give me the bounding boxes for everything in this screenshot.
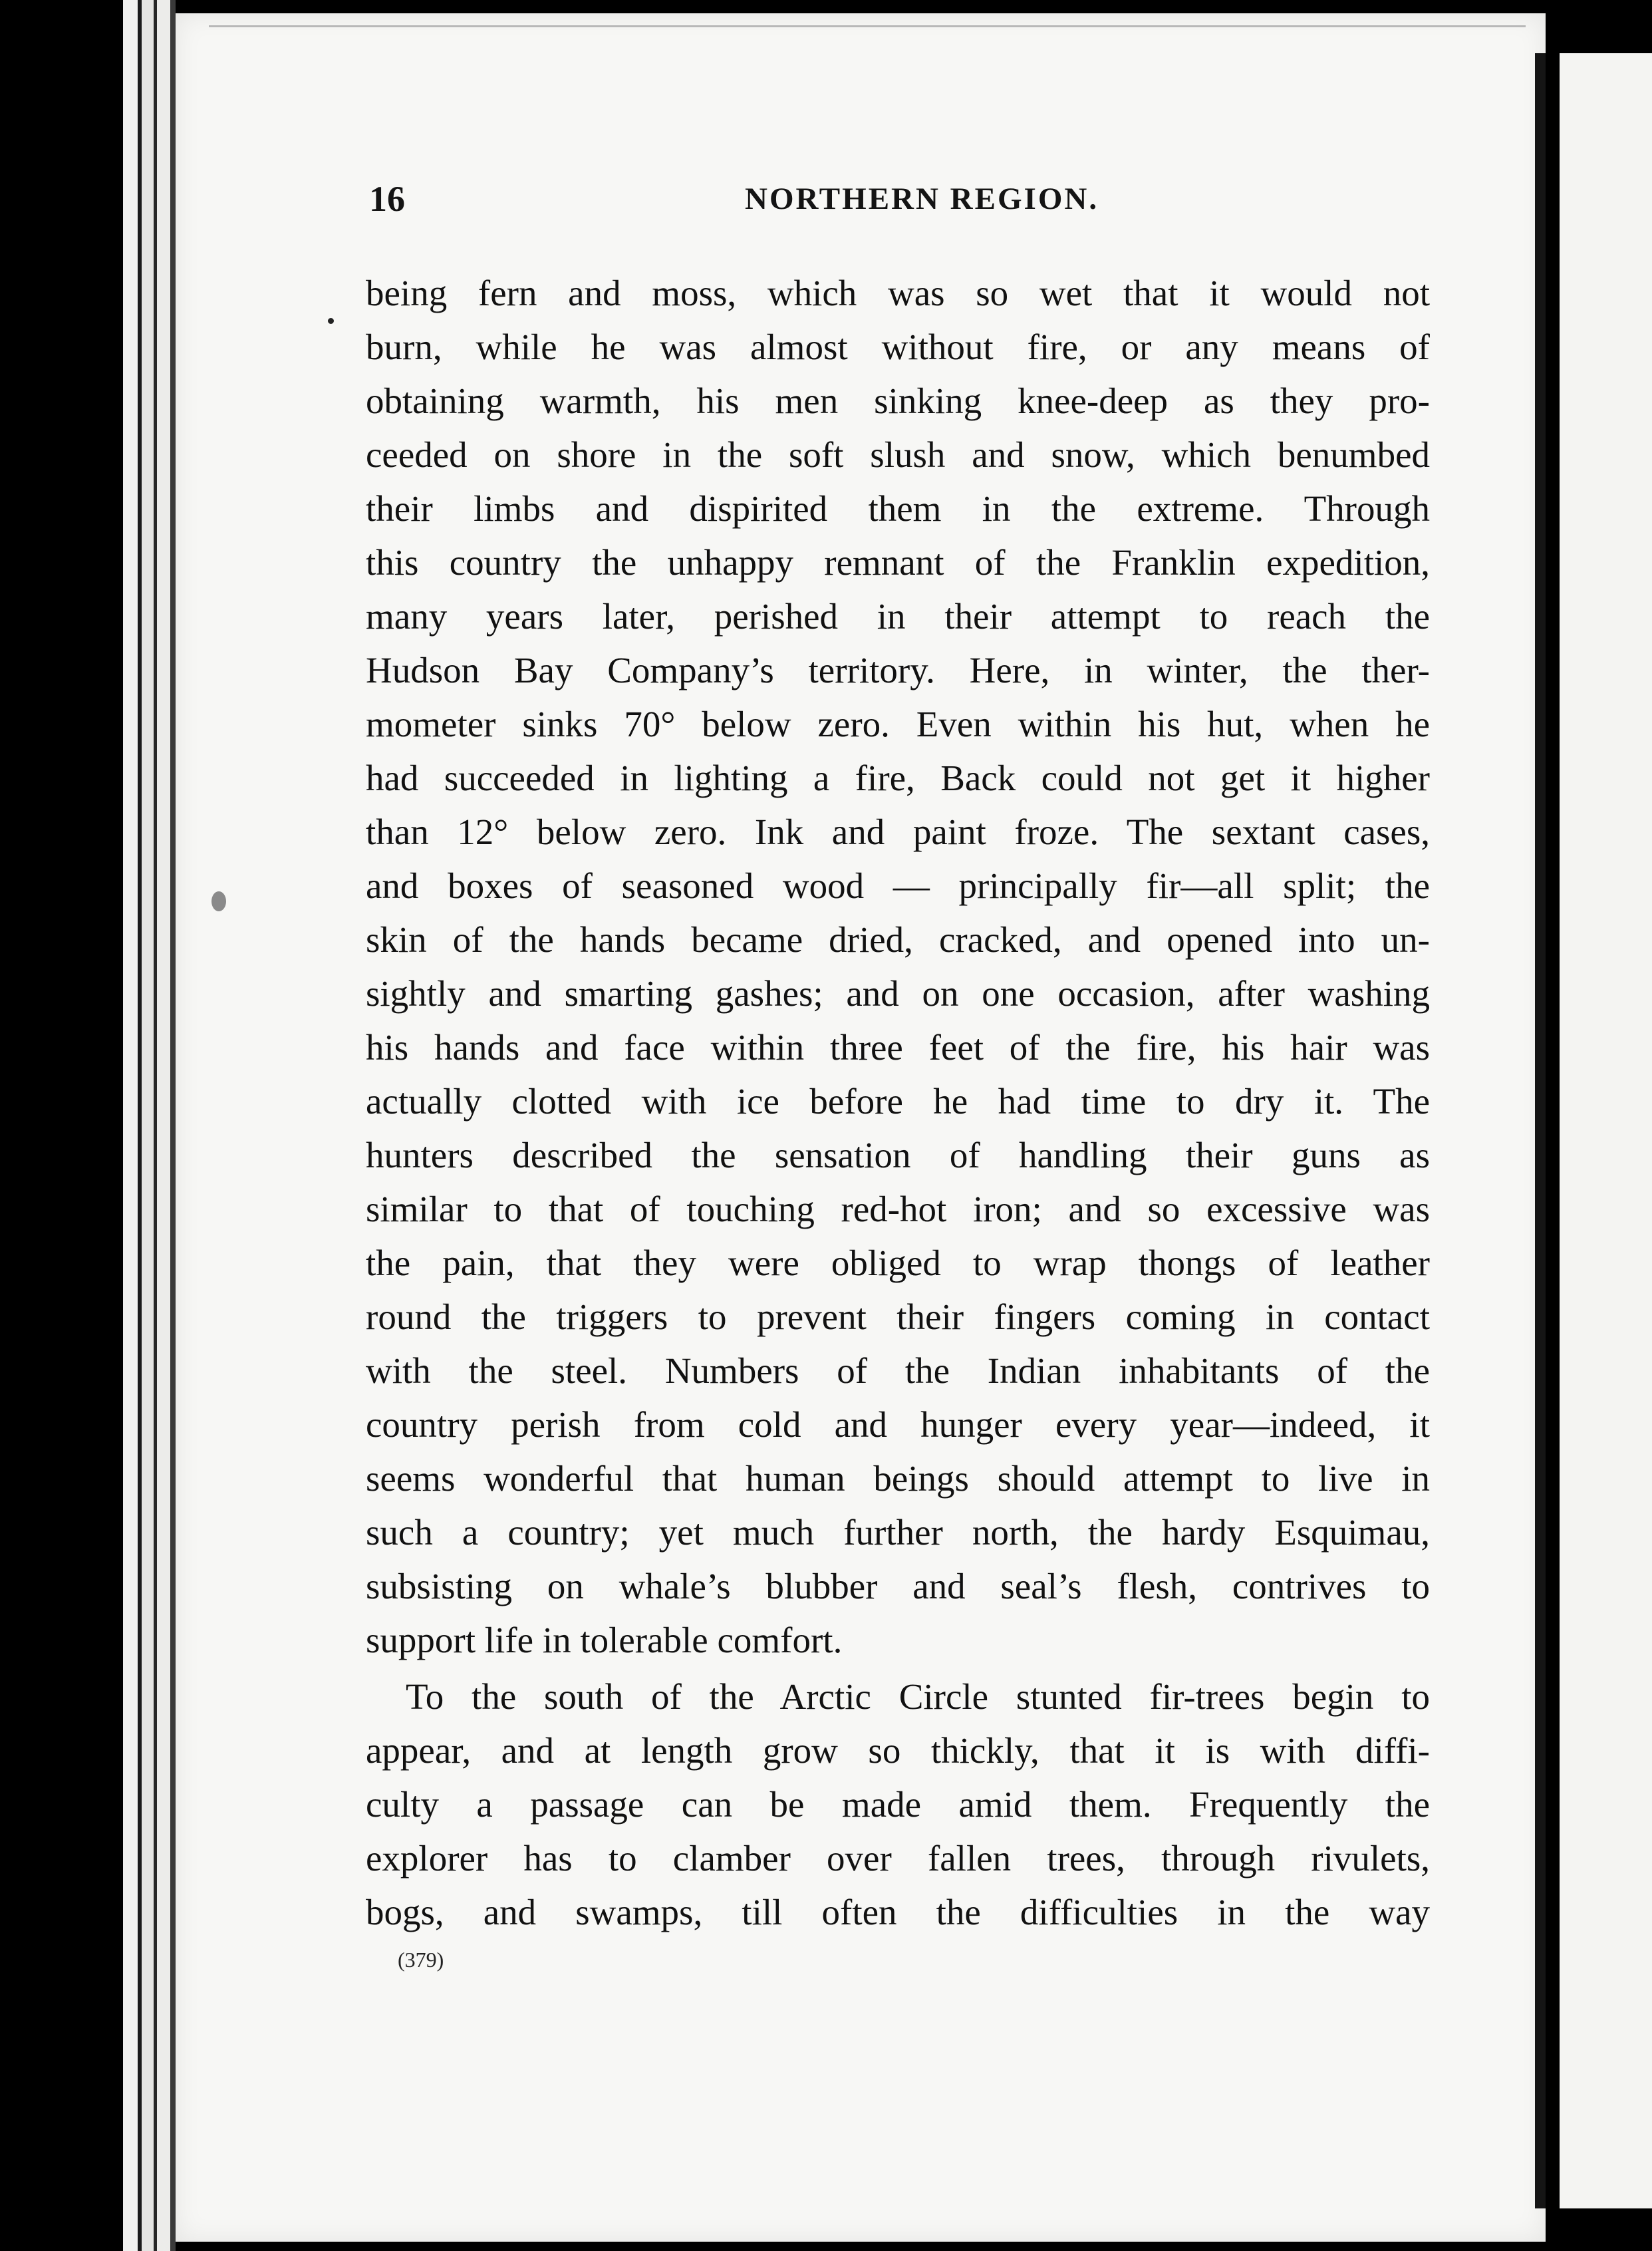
text-line: round the triggers to prevent their fingers coming in contact [366, 1296, 1430, 1337]
text-line: hunters described the sensation of handling their guns as [366, 1135, 1430, 1175]
body-text [366, 266, 1430, 1939]
page-header [369, 178, 1433, 231]
page-top-rule [209, 25, 1526, 27]
running-head: NORTHERN REGION. [745, 182, 1099, 216]
text-line: many years later, perished in their attempt to reach the [366, 596, 1430, 637]
smudge-mark [211, 891, 226, 911]
text-line: than 12° below zero. Ink and paint froze. The sextant cases, [366, 812, 1430, 852]
paragraph-2 [366, 1670, 1430, 1939]
text-line: skin of the hands became dried, cracked, and opened into un- [366, 919, 1430, 960]
ink-speck [328, 318, 334, 324]
text-line: seems wonderful that human beings should attempt to live in [366, 1458, 1430, 1499]
text-line: country perish from cold and hunger every year—indeed, it [366, 1404, 1430, 1445]
text-line: To the south of the Arctic Circle stunted fir-trees begin to [406, 1676, 1430, 1717]
text-line: the pain, that they were obliged to wrap thongs of leather [366, 1243, 1430, 1283]
text-line: their limbs and dispirited them in the extreme. Through [366, 488, 1430, 529]
page-edge [142, 0, 154, 2251]
text-line: appear, and at length grow so thickly, that it is with diffi- [366, 1730, 1430, 1771]
text-line: his hands and face within three feet of the fire, his hair was [366, 1027, 1430, 1068]
text-line: mometer sinks 70° below zero. Even within his hut, when he [366, 704, 1430, 744]
adjacent-page-sliver [1560, 53, 1652, 2208]
text-line: this country the unhappy remnant of the Franklin expedition, [366, 542, 1430, 583]
text-line: actually clotted with ice before he had time to dry it. The [366, 1081, 1430, 1122]
page-gutter-shadow [1535, 53, 1546, 2208]
text-line: subsisting on whale’s blubber and seal’s flesh, contrives to [366, 1566, 1430, 1606]
page-number: 16 [369, 179, 405, 219]
text-line: such a country; yet much further north, the hardy Esquimau, [366, 1512, 1430, 1553]
page-edge-shadow [170, 0, 176, 2251]
paragraph-1 [366, 266, 1430, 1667]
text-line: ceeded on shore in the soft slush and snow, which benumbed [366, 434, 1430, 475]
text-line: and boxes of seasoned wood — principally fir—all split; the [366, 865, 1430, 906]
text-line: culty a passage can be made amid them. Frequently the [366, 1784, 1430, 1825]
page-edge [123, 0, 138, 2251]
text-line: being fern and moss, which was so wet that it would not [366, 273, 1430, 313]
text-line: burn, while he was almost without fire, or any means of [366, 327, 1430, 367]
text-line: had succeeded in lighting a fire, Back could not get it higher [366, 758, 1430, 798]
text-line: bogs, and swamps, till often the difficulties in the way [366, 1892, 1430, 1932]
page-edge [157, 0, 170, 2251]
text-line: sightly and smarting gashes; and on one occasion, after washing [366, 973, 1430, 1014]
text-line: with the steel. Numbers of the Indian inhabitants of the [366, 1350, 1430, 1391]
text-line: Hudson Bay Company’s territory. Here, in winter, the ther- [366, 650, 1430, 690]
printer-signature-mark: (379) [398, 1948, 444, 1972]
text-line: obtaining warmth, his men sinking knee-deep as they pro- [366, 380, 1430, 421]
text-line: support life in tolerable comfort. [366, 1620, 843, 1660]
text-line: similar to that of touching red-hot iron; and so excessive was [366, 1189, 1430, 1229]
text-line: explorer has to clamber over fallen trees, through rivulets, [366, 1838, 1430, 1878]
